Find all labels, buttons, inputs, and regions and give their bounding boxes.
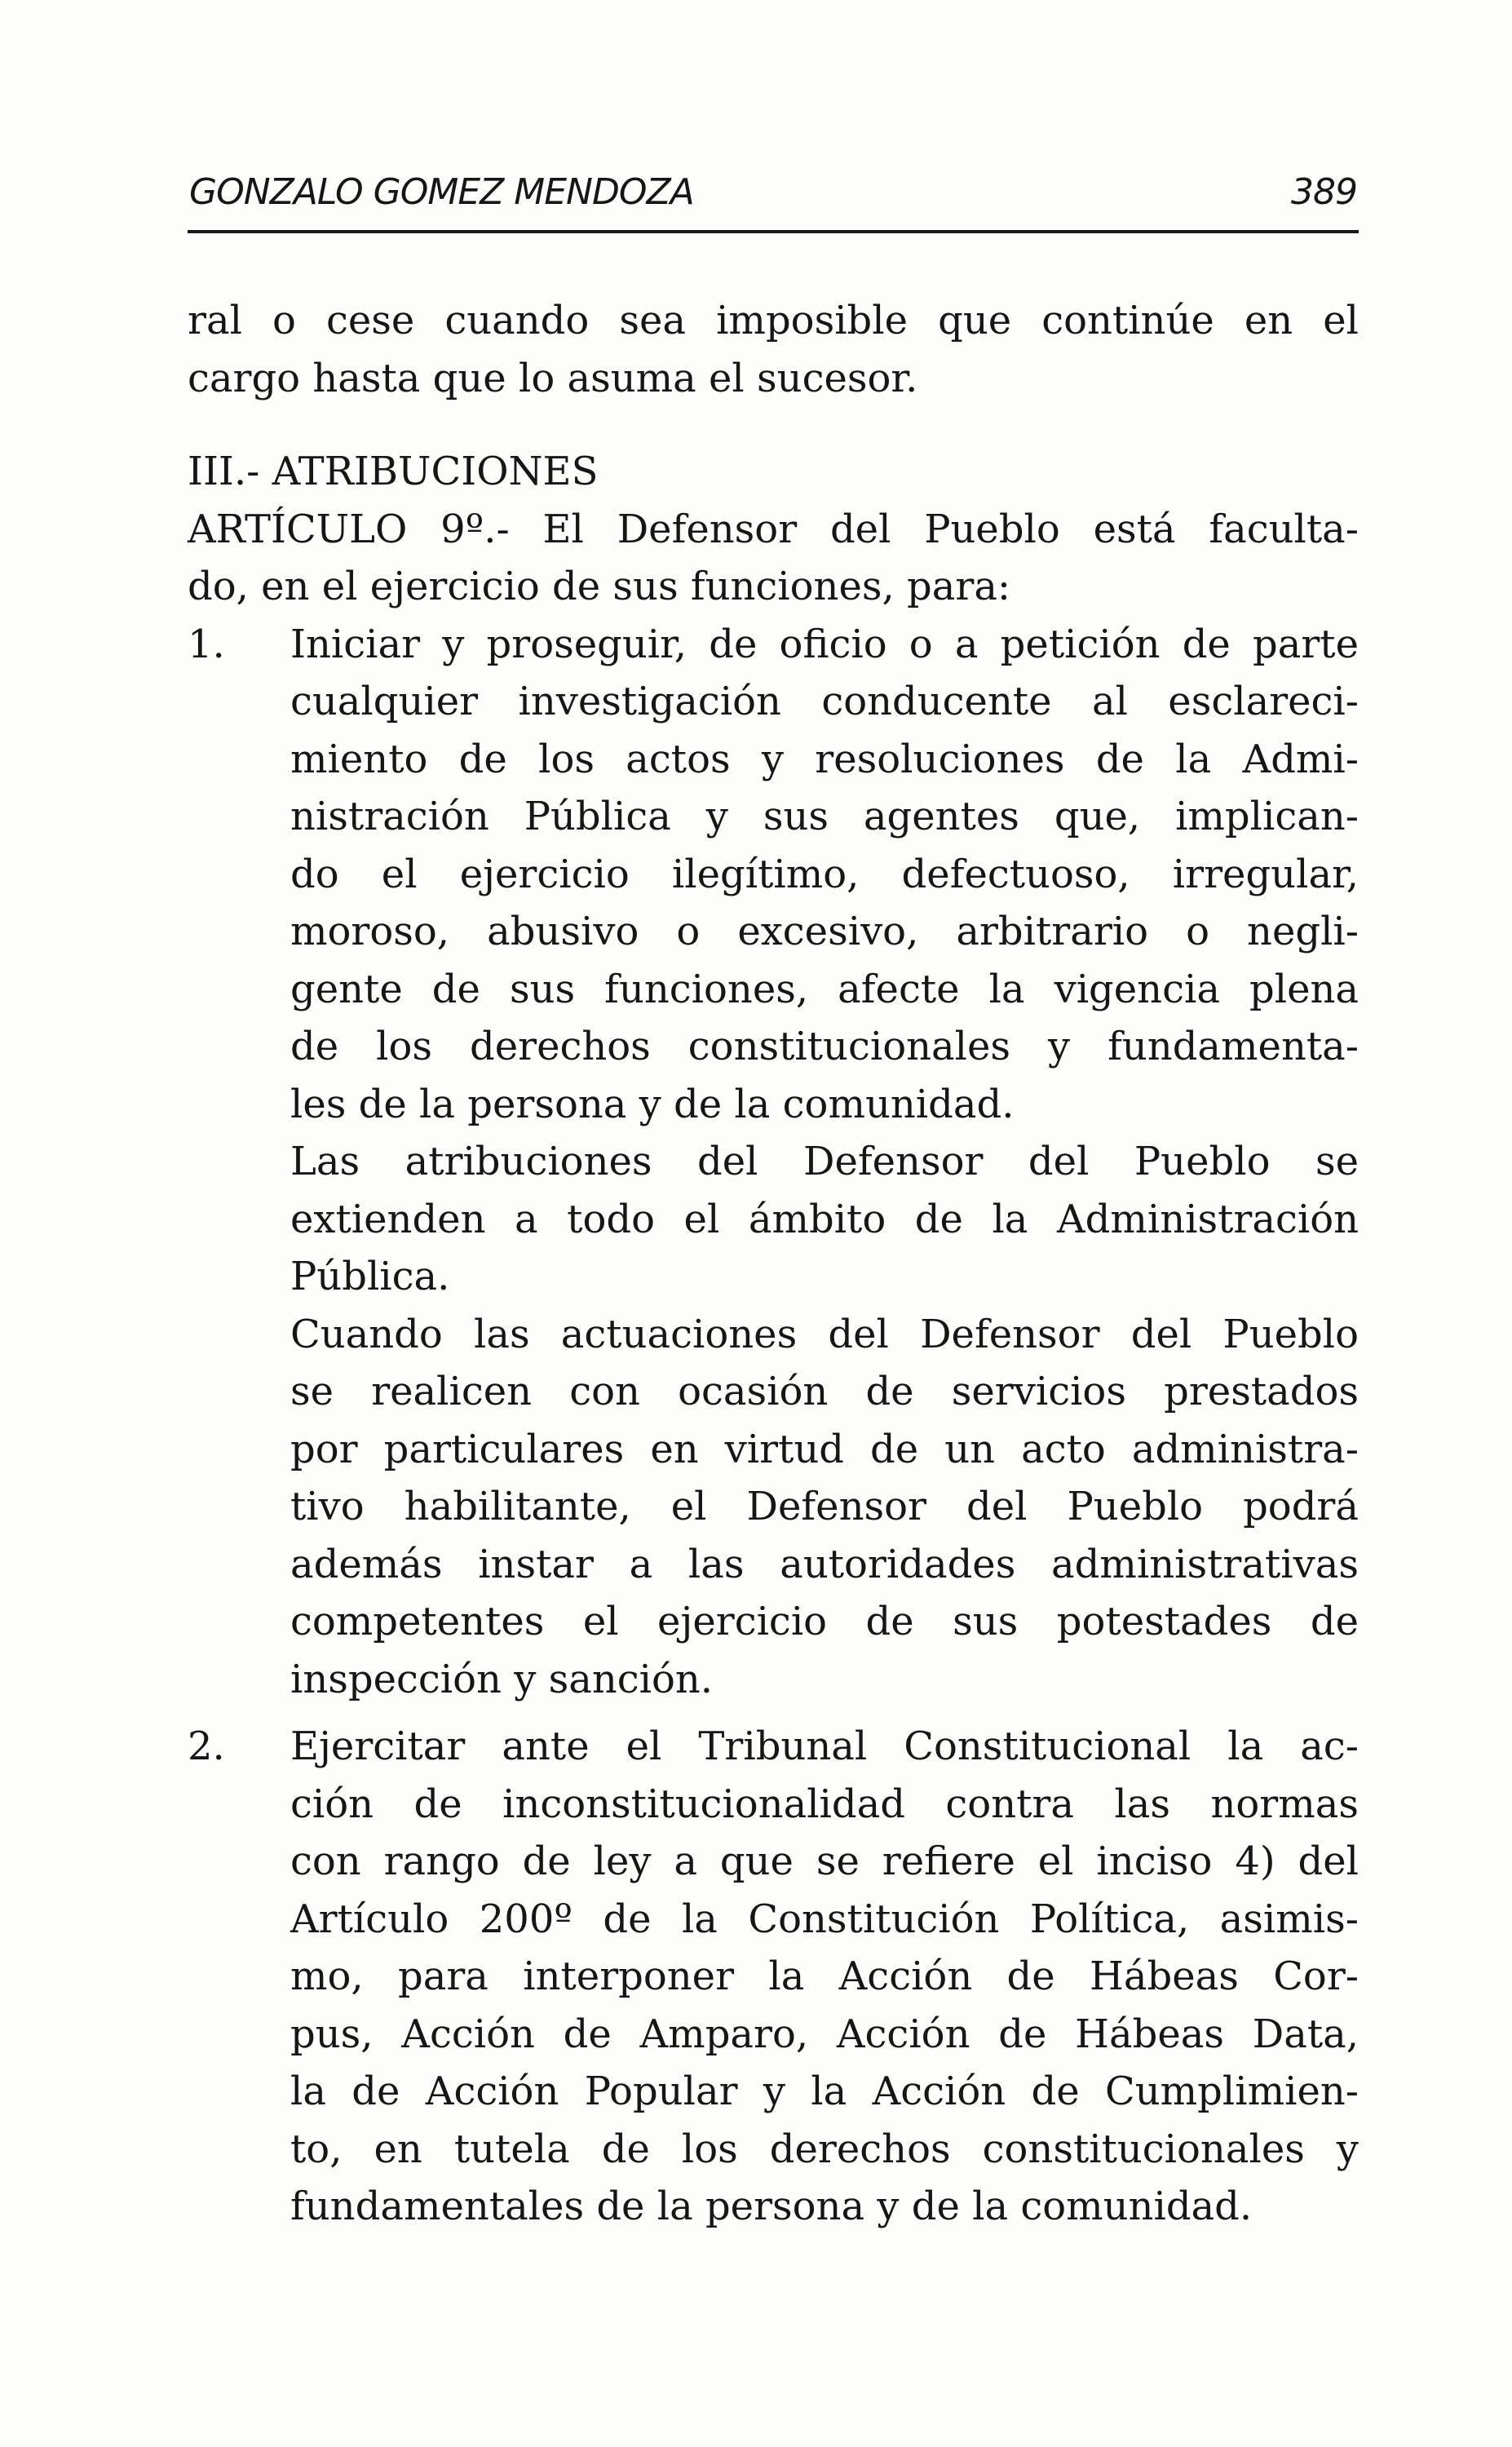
item-text <box>290 1718 1359 2236</box>
text-line: por particulares en virtud de un acto administra- <box>290 1426 1359 1472</box>
text-line: de los derechos constitucionales y fundamenta- <box>290 1024 1359 1069</box>
text-line: pus, Acción de Amparo, Acción de Hábeas Data, <box>290 2011 1359 2057</box>
author-name: GONZALO GOMEZ MENDOZA <box>189 171 694 213</box>
header-rule <box>188 230 1359 233</box>
item-paragraph <box>290 616 1359 1134</box>
text-line: Artículo 200º de la Constitución Política, asimis- <box>290 1896 1359 1942</box>
text-line: fundamentales de la persona y de la comunidad. <box>290 2184 1253 2229</box>
text-line: ARTÍCULO 9º.- El Defensor del Pueblo está faculta- <box>188 506 1359 552</box>
item-number: 2. <box>188 1724 225 1769</box>
text-line: mo, para interponer la Acción de Hábeas Cor- <box>290 1954 1359 1999</box>
intro-paragraph <box>188 292 1359 407</box>
running-header <box>189 171 1357 213</box>
text-line: Iniciar y proseguir, de oficio o a petición de parte <box>290 621 1359 667</box>
page-body <box>188 292 1359 2236</box>
item-text <box>290 616 1359 1709</box>
text-line: moroso, abusivo o excesivo, arbitrario o negli- <box>290 909 1359 954</box>
list-item <box>188 616 1359 1709</box>
text-line: la de Acción Popular y la Acción de Cumplimien- <box>290 2069 1359 2114</box>
text-line: se realicen con ocasión de servicios prestados <box>290 1369 1359 1414</box>
text-line: además instar a las autoridades administrativas <box>290 1541 1359 1587</box>
item-number: 1. <box>188 621 225 667</box>
section-title <box>188 443 1359 501</box>
text-line: inspección y sanción. <box>290 1656 714 1702</box>
text-line: nistración Pública y sus agentes que, implican- <box>290 794 1359 839</box>
paragraph-gap <box>188 407 1359 443</box>
page-number: 389 <box>1291 171 1357 213</box>
text-line: cargo hasta que lo asuma el sucesor. <box>188 355 918 401</box>
text-line: do el ejercicio ilegítimo, defectuoso, irregular, <box>290 851 1359 897</box>
text-line: do, en el ejercicio de sus funciones, para: <box>188 564 1011 609</box>
list-item <box>188 1718 1359 2236</box>
text-line: miento de los actos y resoluciones de la Admi- <box>290 736 1359 782</box>
text-line: Cuando las actuaciones del Defensor del Pueblo <box>290 1311 1359 1357</box>
text-line: les de la persona y de la comunidad. <box>290 1081 1015 1127</box>
text-line: ral o cese cuando sea imposible que continúe en el <box>188 298 1359 343</box>
text-line: Pública. <box>290 1254 450 1299</box>
text-line: con rango de ley a que se refiere el inciso 4) del <box>290 1839 1359 1884</box>
text-line: cualquier investigación conducente al esclareci- <box>290 679 1359 724</box>
section-heading: III.- ATRIBUCIONES <box>188 449 599 494</box>
text-line: gente de sus funciones, afecte la vigencia plena <box>290 966 1359 1012</box>
text-line: Las atribuciones del Defensor del Pueblo se <box>290 1139 1359 1184</box>
item-paragraph <box>290 1306 1359 1709</box>
article-paragraph <box>188 501 1359 616</box>
text-line: tivo habilitante, el Defensor del Pueblo podrá <box>290 1484 1359 1529</box>
text-line: to, en tutela de los derechos constitucionales y <box>290 2126 1359 2172</box>
text-line: extienden a todo el ámbito de la Administración <box>290 1196 1359 1242</box>
text-line: competentes el ejercicio de sus potestades de <box>290 1599 1359 1644</box>
text-line: Ejercitar ante el Tribunal Constitucional la ac- <box>290 1724 1359 1769</box>
item-paragraph <box>290 1133 1359 1306</box>
item-paragraph <box>290 1718 1359 2236</box>
text-line: ción de inconstitucionalidad contra las normas <box>290 1781 1359 1827</box>
